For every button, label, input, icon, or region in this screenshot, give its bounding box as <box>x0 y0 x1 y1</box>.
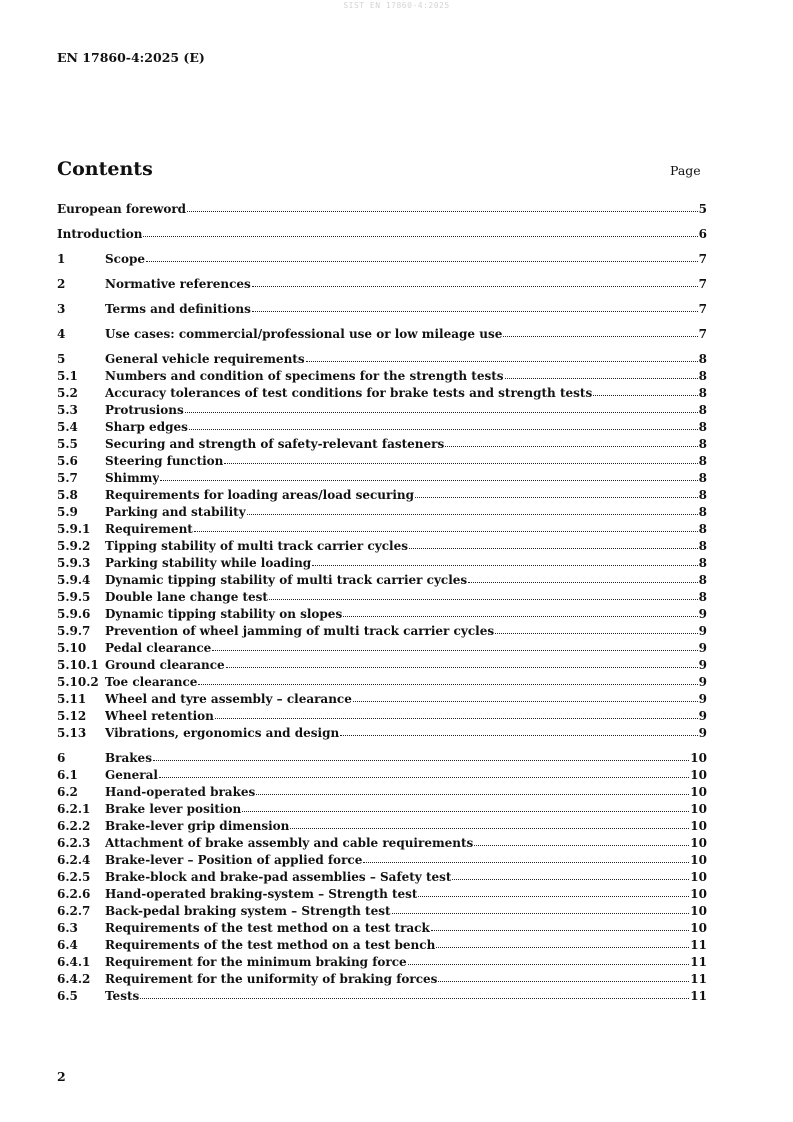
toc-entry-title: Wheel and tyre assembly – clearance <box>105 692 352 706</box>
toc-entry[interactable] <box>57 301 707 318</box>
toc-entry-number: 5.3 <box>57 403 78 417</box>
toc-entry-page: 10 <box>690 904 707 918</box>
toc-entry-title: European foreword <box>57 202 187 216</box>
toc-entry-number: 5.9.1 <box>57 522 91 536</box>
toc-leader-dots <box>269 596 698 600</box>
toc-leader-dots <box>495 630 698 634</box>
toc-leader-dots <box>353 698 698 702</box>
toc-entry-page: 10 <box>690 768 707 782</box>
toc-leader-dots <box>247 511 698 515</box>
toc-entry[interactable] <box>57 402 707 419</box>
toc-entry-page: 11 <box>690 955 707 969</box>
toc-entry-number: 6.3 <box>57 921 78 935</box>
toc-leader-dots <box>392 910 690 914</box>
toc-entry-title: Brake lever position <box>105 802 242 816</box>
toc-entry-number: 6.2 <box>57 785 78 799</box>
toc-entry[interactable] <box>57 419 707 436</box>
toc-entry-title: Accuracy tolerances of test conditions for brake tests and strength tests <box>105 386 593 400</box>
toc-leader-dots <box>215 715 698 719</box>
toc-entry-title: Dynamic tipping stability on slopes <box>105 607 343 621</box>
toc-entry-page: 10 <box>690 836 707 850</box>
toc-entry-page: 10 <box>690 887 707 901</box>
page-column-label: Page <box>670 163 701 178</box>
page-number: 2 <box>57 1069 66 1084</box>
toc-entry-number: 5.9.5 <box>57 590 91 604</box>
toc-entry-page: 8 <box>698 488 707 502</box>
toc-leader-dots <box>160 477 697 481</box>
toc-entry-number: 5.10 <box>57 641 87 655</box>
toc-leader-dots <box>140 995 689 999</box>
toc-entry-title: Pedal clearance <box>105 641 212 655</box>
toc-entry[interactable] <box>57 555 707 572</box>
toc-entry-number: 6.2.3 <box>57 836 91 850</box>
toc-leader-dots <box>409 545 698 549</box>
toc-entry-page: 9 <box>698 658 707 672</box>
toc-entry-page: 8 <box>698 505 707 519</box>
toc-entry-title: Use cases: commercial/professional use or low mileage use <box>105 327 503 341</box>
toc-entry-page: 10 <box>690 870 707 884</box>
toc-entry[interactable] <box>57 920 707 937</box>
toc-entry[interactable] <box>57 708 707 725</box>
toc-entry-number: 5 <box>57 352 66 366</box>
toc-entry-page: 8 <box>698 556 707 570</box>
toc-entry-title: Brake-block and brake-pad assemblies – Safety test <box>105 870 452 884</box>
toc-entry-number: 6.4 <box>57 938 78 952</box>
toc-entry-number: 5.9.3 <box>57 556 91 570</box>
toc-entry[interactable] <box>57 436 707 453</box>
toc-entry[interactable] <box>57 784 707 801</box>
toc-entry-title: General <box>105 768 158 782</box>
toc-entry-page: 10 <box>690 921 707 935</box>
toc-entry-title: Attachment of brake assembly and cable requirements <box>105 836 474 850</box>
toc-entry-page: 11 <box>690 989 707 1003</box>
toc-entry[interactable] <box>57 691 707 708</box>
toc-entry[interactable] <box>57 903 707 920</box>
toc-entry[interactable] <box>57 572 707 589</box>
toc-entry[interactable] <box>57 504 707 521</box>
toc-entry-title: Numbers and condition of specimens for the strength tests <box>105 369 504 383</box>
toc-entry[interactable] <box>57 623 707 640</box>
toc-entry-number: 5.10.1 <box>57 658 99 672</box>
toc-entry[interactable] <box>57 937 707 954</box>
toc-leader-dots <box>438 978 689 982</box>
toc-entry[interactable] <box>57 801 707 818</box>
toc-entry-page: 9 <box>698 607 707 621</box>
toc-entry-title: Toe clearance <box>105 675 198 689</box>
toc-entry[interactable] <box>57 674 707 691</box>
toc-entry-page: 9 <box>698 692 707 706</box>
toc-leader-dots <box>593 392 697 396</box>
toc-entry-number: 6.4.2 <box>57 972 91 986</box>
toc-entry-number: 6.2.7 <box>57 904 91 918</box>
toc-entry-title: Requirement for the minimum braking force <box>105 955 407 969</box>
toc-entry-page: 7 <box>698 277 707 291</box>
toc-entry[interactable] <box>57 725 707 742</box>
toc-entry-number: 5.1 <box>57 369 78 383</box>
toc-leader-dots <box>418 893 689 897</box>
toc-entry[interactable] <box>57 606 707 623</box>
toc-entry-title: Brake-lever grip dimension <box>105 819 290 833</box>
contents-heading: Contents <box>57 158 153 180</box>
toc-entry[interactable] <box>57 750 707 767</box>
toc-entry-number: 6.2.1 <box>57 802 91 816</box>
toc-entry-number: 6.2.6 <box>57 887 91 901</box>
toc-entry-number: 3 <box>57 302 66 316</box>
toc-entry-title: Requirements for loading areas/load securing <box>105 488 414 502</box>
toc-entry-page: 8 <box>698 403 707 417</box>
toc-entry-number: 5.9.2 <box>57 539 91 553</box>
toc-leader-dots <box>159 774 689 778</box>
toc-leader-dots <box>431 927 690 931</box>
toc-entry-number: 6.2.2 <box>57 819 91 833</box>
toc-entry-title: Hand-operated brakes <box>105 785 256 799</box>
toc-entry-title: Parking stability while loading <box>105 556 312 570</box>
toc-entry[interactable] <box>57 852 707 869</box>
toc-entry-page: 8 <box>698 573 707 587</box>
toc-entry-title: Requirements of the test method on a test bench <box>105 938 436 952</box>
toc-leader-dots <box>474 842 689 846</box>
toc-entry-number: 6.2.4 <box>57 853 91 867</box>
toc-entry-page: 9 <box>698 709 707 723</box>
toc-entry-page: 10 <box>690 785 707 799</box>
toc-leader-dots <box>242 808 689 812</box>
toc-leader-dots <box>194 528 698 532</box>
toc-leader-dots <box>189 426 698 430</box>
toc-entry-title: Protrusions <box>105 403 184 417</box>
toc-leader-dots <box>503 333 697 337</box>
document-id: EN 17860-4:2025 (E) <box>57 50 205 65</box>
toc-entry-title: Tipping stability of multi track carrier cycles <box>105 539 408 553</box>
toc-leader-dots <box>312 562 697 566</box>
toc-entry[interactable] <box>57 201 707 218</box>
toc-leader-dots <box>452 876 689 880</box>
toc-entry-page: 10 <box>690 819 707 833</box>
toc-leader-dots <box>468 579 697 583</box>
toc-entry-number: 5.4 <box>57 420 78 434</box>
toc-entry-number: 5.8 <box>57 488 78 502</box>
toc-entry-page: 8 <box>698 539 707 553</box>
toc-entry-title: Securing and strength of safety-relevant fasteners <box>105 437 445 451</box>
toc-entry-title: Dynamic tipping stability of multi track carrier cycles <box>105 573 468 587</box>
toc-leader-dots <box>226 664 698 668</box>
toc-entry-number: 6 <box>57 751 66 765</box>
toc-leader-dots <box>185 409 698 413</box>
toc-entry-page: 8 <box>698 352 707 366</box>
toc-leader-dots <box>146 258 698 262</box>
toc-entry-title: Prevention of wheel jamming of multi track carrier cycles <box>105 624 495 638</box>
toc-entry[interactable] <box>57 589 707 606</box>
toc-entry-number: 5.9.4 <box>57 573 91 587</box>
toc-entry-page: 10 <box>690 802 707 816</box>
toc-entry-page: 11 <box>690 972 707 986</box>
toc-entry[interactable] <box>57 351 707 368</box>
toc-leader-dots <box>143 233 697 237</box>
toc-leader-dots <box>256 791 689 795</box>
toc-entry-page: 8 <box>698 522 707 536</box>
toc-entry-number: 6.5 <box>57 989 78 1003</box>
toc-entry-page: 8 <box>698 437 707 451</box>
toc-entry-page: 7 <box>698 302 707 316</box>
toc-entry-title: Hand-operated braking-system – Strength test <box>105 887 418 901</box>
toc-entry-page: 8 <box>698 369 707 383</box>
toc-leader-dots <box>187 208 698 212</box>
toc-entry[interactable] <box>57 251 707 268</box>
toc-entry-title: Double lane change test <box>105 590 268 604</box>
toc-entry-page: 8 <box>698 454 707 468</box>
toc-entry-page: 11 <box>690 938 707 952</box>
toc-entry-number: 5.11 <box>57 692 87 706</box>
toc-entry-page: 9 <box>698 726 707 740</box>
toc-entry[interactable] <box>57 276 707 293</box>
toc-entry[interactable] <box>57 470 707 487</box>
toc-entry-page: 8 <box>698 471 707 485</box>
toc-entry[interactable] <box>57 385 707 402</box>
toc-leader-dots <box>343 613 697 617</box>
toc-entry-page: 10 <box>690 751 707 765</box>
toc-entry-title: Back-pedal braking system – Strength test <box>105 904 391 918</box>
toc-entry-page: 9 <box>698 624 707 638</box>
toc-entry-page: 5 <box>698 202 707 216</box>
toc-entry-number: 2 <box>57 277 66 291</box>
toc-entry[interactable] <box>57 767 707 784</box>
toc-entry[interactable] <box>57 886 707 903</box>
toc-leader-dots <box>363 859 689 863</box>
toc-leader-dots <box>153 757 689 761</box>
toc-leader-dots <box>212 647 697 651</box>
toc-entry-page: 10 <box>690 853 707 867</box>
toc-leader-dots <box>340 732 697 736</box>
toc-entry-page: 6 <box>698 227 707 241</box>
toc-entry-title: Brakes <box>105 751 152 765</box>
toc-entry-number: 5.6 <box>57 454 78 468</box>
toc-leader-dots <box>445 443 697 447</box>
toc-entry-number: 5.12 <box>57 709 87 723</box>
toc-entry-title: Vibrations, ergonomics and design <box>105 726 340 740</box>
toc-entry-number: 5.9.6 <box>57 607 91 621</box>
toc-entry-number: 4 <box>57 327 66 341</box>
watermark: SIST EN 17860-4:2025 <box>343 1 450 10</box>
toc-leader-dots <box>505 375 698 379</box>
toc-entry-number: 5.9 <box>57 505 78 519</box>
toc-entry-page: 9 <box>698 641 707 655</box>
toc-entry-title: Requirement for the uniformity of braking forces <box>105 972 438 986</box>
toc-leader-dots <box>415 494 698 498</box>
toc-leader-dots <box>306 358 698 362</box>
toc-entry[interactable] <box>57 368 707 385</box>
toc-entry[interactable] <box>57 988 707 1005</box>
toc-entry-title: General vehicle requirements <box>105 352 305 366</box>
toc-entry[interactable] <box>57 818 707 835</box>
toc-entry-title: Steering function <box>105 454 224 468</box>
toc-entry[interactable] <box>57 971 707 988</box>
toc-entry-title: Tests <box>105 989 140 1003</box>
toc-entry-number: 6.4.1 <box>57 955 91 969</box>
toc-entry-page: 8 <box>698 420 707 434</box>
toc-entry[interactable] <box>57 453 707 470</box>
toc-entry-title: Introduction <box>57 227 143 241</box>
toc-entry-page: 7 <box>698 327 707 341</box>
toc-leader-dots <box>252 308 698 312</box>
toc-entry[interactable] <box>57 487 707 504</box>
toc-entry-number: 5.2 <box>57 386 78 400</box>
toc-entry-title: Terms and definitions <box>105 302 251 316</box>
toc-entry-title: Wheel retention <box>105 709 214 723</box>
toc-entry-number: 6.1 <box>57 768 78 782</box>
toc-leader-dots <box>436 944 689 948</box>
toc-leader-dots <box>290 825 689 829</box>
toc-entry[interactable] <box>57 226 707 243</box>
toc-entry[interactable] <box>57 521 707 538</box>
toc-entry-page: 7 <box>698 252 707 266</box>
toc-entry-number: 5.13 <box>57 726 87 740</box>
toc-entry-page: 8 <box>698 386 707 400</box>
toc-entry-title: Sharp edges <box>105 420 188 434</box>
toc-entry-number: 1 <box>57 252 66 266</box>
toc-entry-title: Parking and stability <box>105 505 246 519</box>
toc-entry[interactable] <box>57 954 707 971</box>
toc-leader-dots <box>224 460 697 464</box>
toc-leader-dots <box>408 961 690 965</box>
toc-entry-title: Scope <box>105 252 146 266</box>
toc-entry-title: Requirement <box>105 522 193 536</box>
toc-entry-title: Normative references <box>105 277 251 291</box>
toc-entry[interactable] <box>57 640 707 657</box>
toc-leader-dots <box>252 283 698 287</box>
toc-entry-number: 5.7 <box>57 471 78 485</box>
toc-entry-page: 9 <box>698 675 707 689</box>
toc-entry-number: 5.5 <box>57 437 78 451</box>
toc-entry[interactable] <box>57 538 707 555</box>
toc-entry-number: 6.2.5 <box>57 870 91 884</box>
toc-entry-page: 8 <box>698 590 707 604</box>
toc-entry-number: 5.10.2 <box>57 675 99 689</box>
toc-entry-title: Brake-lever – Position of applied force <box>105 853 363 867</box>
toc-entry[interactable] <box>57 835 707 852</box>
toc-entry-title: Shimmy <box>105 471 160 485</box>
toc-entry[interactable] <box>57 869 707 886</box>
toc-leader-dots <box>198 681 697 685</box>
toc-entry[interactable] <box>57 326 707 343</box>
toc-entry-number: 5.9.7 <box>57 624 91 638</box>
toc-entry-title: Ground clearance <box>105 658 225 672</box>
table-of-contents <box>57 201 707 1005</box>
toc-entry[interactable] <box>57 657 707 674</box>
toc-entry-title: Requirements of the test method on a test track <box>105 921 430 935</box>
